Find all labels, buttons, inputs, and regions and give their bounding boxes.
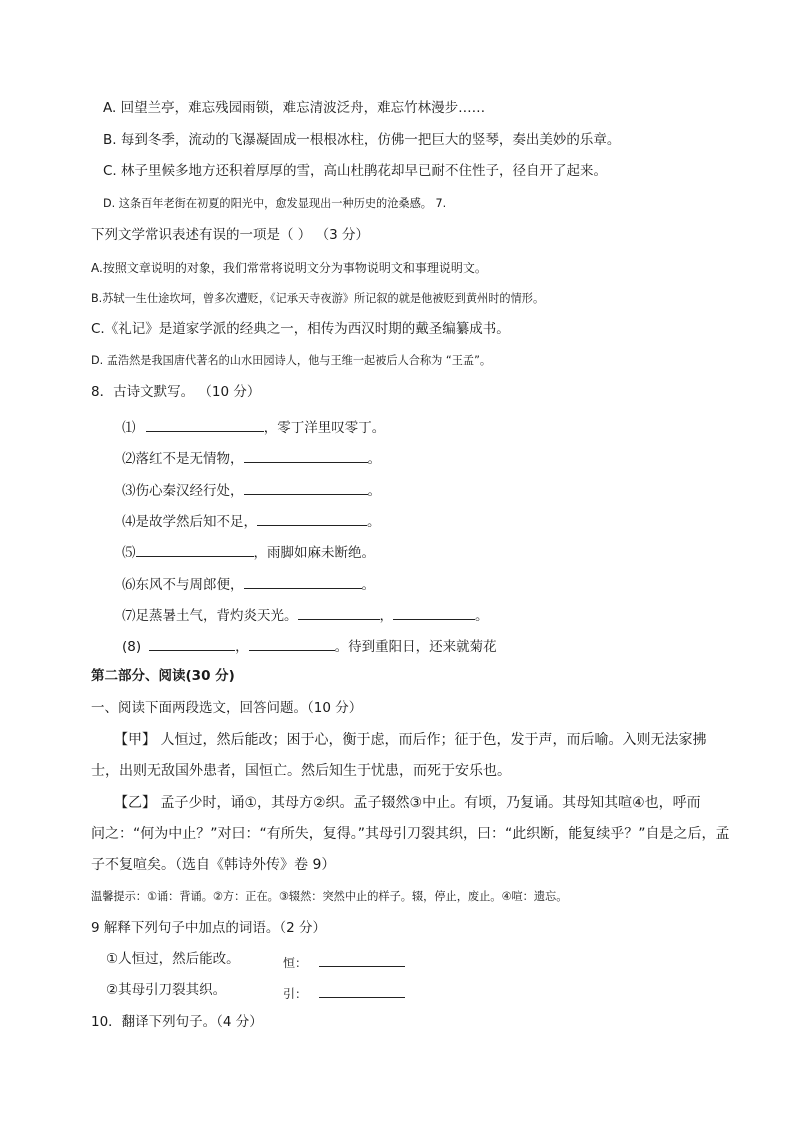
- q8-item: [122, 638, 497, 655]
- passage-yi: 【乙】 孟子少时，诵①，其母方②织。孟子辍然③中止。有顷，乃复诵。其母知其喧④也，呼而: [114, 795, 701, 811]
- item-text: 。待到重阳日，还来就菊花: [334, 639, 497, 655]
- answer-blank[interactable]: [319, 954, 405, 967]
- part2-heading: 第二部分、阅读(30 分): [91, 668, 235, 684]
- q8-stem: 8．古诗文默写。 （10 分）: [91, 384, 261, 400]
- q10-stem: 10．翻译下列句子。（4 分）: [91, 1014, 263, 1030]
- answer-blank[interactable]: [257, 513, 367, 526]
- item-text: ，零丁洋里叹零丁。: [263, 420, 386, 436]
- item-text: 落红不是无情物，: [135, 451, 244, 467]
- q8-item: [122, 576, 375, 593]
- q9-item: [106, 953, 240, 967]
- q8-item: [122, 419, 385, 436]
- answer-blank[interactable]: [393, 607, 475, 620]
- item-text: 东风不与周郎便，: [135, 577, 244, 593]
- q8-item: [122, 513, 381, 530]
- answer-blank[interactable]: [244, 576, 362, 589]
- passage-yi: 问之：“何为中止？”对曰：“有所失，复得。”其母引刀裂其织，曰：“此织断，能复续乎？”自是之后，孟: [91, 826, 730, 842]
- q9-word: 恒：: [283, 956, 308, 970]
- item-text: 。: [361, 577, 375, 593]
- item-text: 。: [367, 483, 381, 499]
- option-a: A. 回望兰亭，难忘残园雨锁，难忘清波泛舟，难忘竹林漫步……: [103, 100, 486, 116]
- q9-stem: 9 解释下列句子中加点的词语。（2 分）: [91, 920, 327, 936]
- item-text: 足蒸暑土气，背灼炎天光。: [135, 608, 298, 624]
- answer-blank[interactable]: [146, 419, 264, 432]
- q8-item: [122, 544, 375, 561]
- q9-sentence: ②其母引刀裂其织。: [106, 982, 227, 998]
- item-number: ⑸: [122, 545, 136, 561]
- item-text: 。: [367, 451, 381, 467]
- option-d: D. 这条百年老街在初夏的阳光中，愈发显现出一种历史的沧桑感。 7.: [103, 197, 447, 210]
- item-number: ⑶: [122, 483, 136, 499]
- q7-option-c: C.《礼记》是道家学派的经典之一，相传为西汉时期的戴圣编纂成书。: [91, 321, 510, 337]
- passage-jia: 【甲】 人恒过，然后能改；困于心，衡于虑，而后作；征于色，发于声，而后喻。入则无法家拂: [114, 732, 707, 748]
- q7-option-a: A.按照文章说明的对象，我们常常将说明文分为事物说明文和事理说明文。: [91, 261, 487, 275]
- item-text: 。: [367, 514, 381, 530]
- q9-word: 引：: [283, 987, 308, 1001]
- answer-blank[interactable]: [319, 985, 405, 998]
- q9-sentence: ①人恒过，然后能改。: [106, 951, 240, 967]
- option-c: C. 林子里候多地方还积着厚厚的雪，高山杜鹃花却早已耐不住性子，径自开了起来。: [103, 163, 608, 179]
- item-text: 伤心秦汉经行处，: [135, 483, 244, 499]
- q7-option-b: B.苏轼一生仕途坎坷，曾多次遭贬，《记承天寺夜游》所记叙的就是他被贬到黄州时的情形。: [91, 292, 545, 305]
- q9-item: [283, 954, 405, 969]
- passage-yi: 子不复喧矣。（选自《韩诗外传》卷 9）: [91, 857, 336, 873]
- item-text: ，: [379, 608, 393, 624]
- q9-item: [106, 984, 226, 998]
- q7-option-d: D. 孟浩然是我国唐代著名的山水田园诗人，他与王维一起被后人合称为 “王孟”。: [91, 354, 492, 367]
- section1-heading: 一、阅读下面两段选文，回答问题。（10 分）: [91, 700, 363, 716]
- item-number: (8): [122, 639, 142, 655]
- option-b: B. 每到冬季，流动的飞瀑凝固成一根根冰柱，仿佛一把巨大的竖琴，奏出美妙的乐章。: [103, 132, 621, 148]
- item-number: ⑺: [122, 608, 136, 624]
- item-number: ⑷: [122, 514, 136, 530]
- item-number: ⑵: [122, 451, 136, 467]
- answer-blank[interactable]: [298, 607, 380, 620]
- annotation-note: 温馨提示：①诵：背诵。②方：正在。③辍然：突然中止的样子。辍，停止，废止。④喧：遗忘。: [91, 890, 568, 903]
- answer-blank[interactable]: [149, 638, 235, 651]
- item-number: ⑴: [122, 420, 136, 436]
- q8-item: [122, 450, 381, 467]
- item-text: 。: [475, 608, 489, 624]
- q9-item: [283, 985, 405, 1000]
- answer-blank[interactable]: [244, 450, 368, 463]
- item-text: 是故学然后知不足，: [135, 514, 257, 530]
- answer-blank[interactable]: [244, 482, 368, 495]
- item-number: ⑹: [122, 577, 136, 593]
- answer-blank[interactable]: [136, 544, 254, 557]
- item-text: ，: [235, 639, 249, 655]
- q8-item: [122, 482, 381, 499]
- q7-stem: 下列文学常识表述有误的一项是（ ） （3 分）: [91, 227, 369, 243]
- q8-item: [122, 607, 489, 624]
- answer-blank[interactable]: [249, 638, 335, 651]
- passage-jia: 士，出则无敌国外患者，国恒亡。然后知生于忧患，而死于安乐也。: [91, 763, 511, 779]
- item-text: ，雨脚如麻未断绝。: [253, 545, 375, 561]
